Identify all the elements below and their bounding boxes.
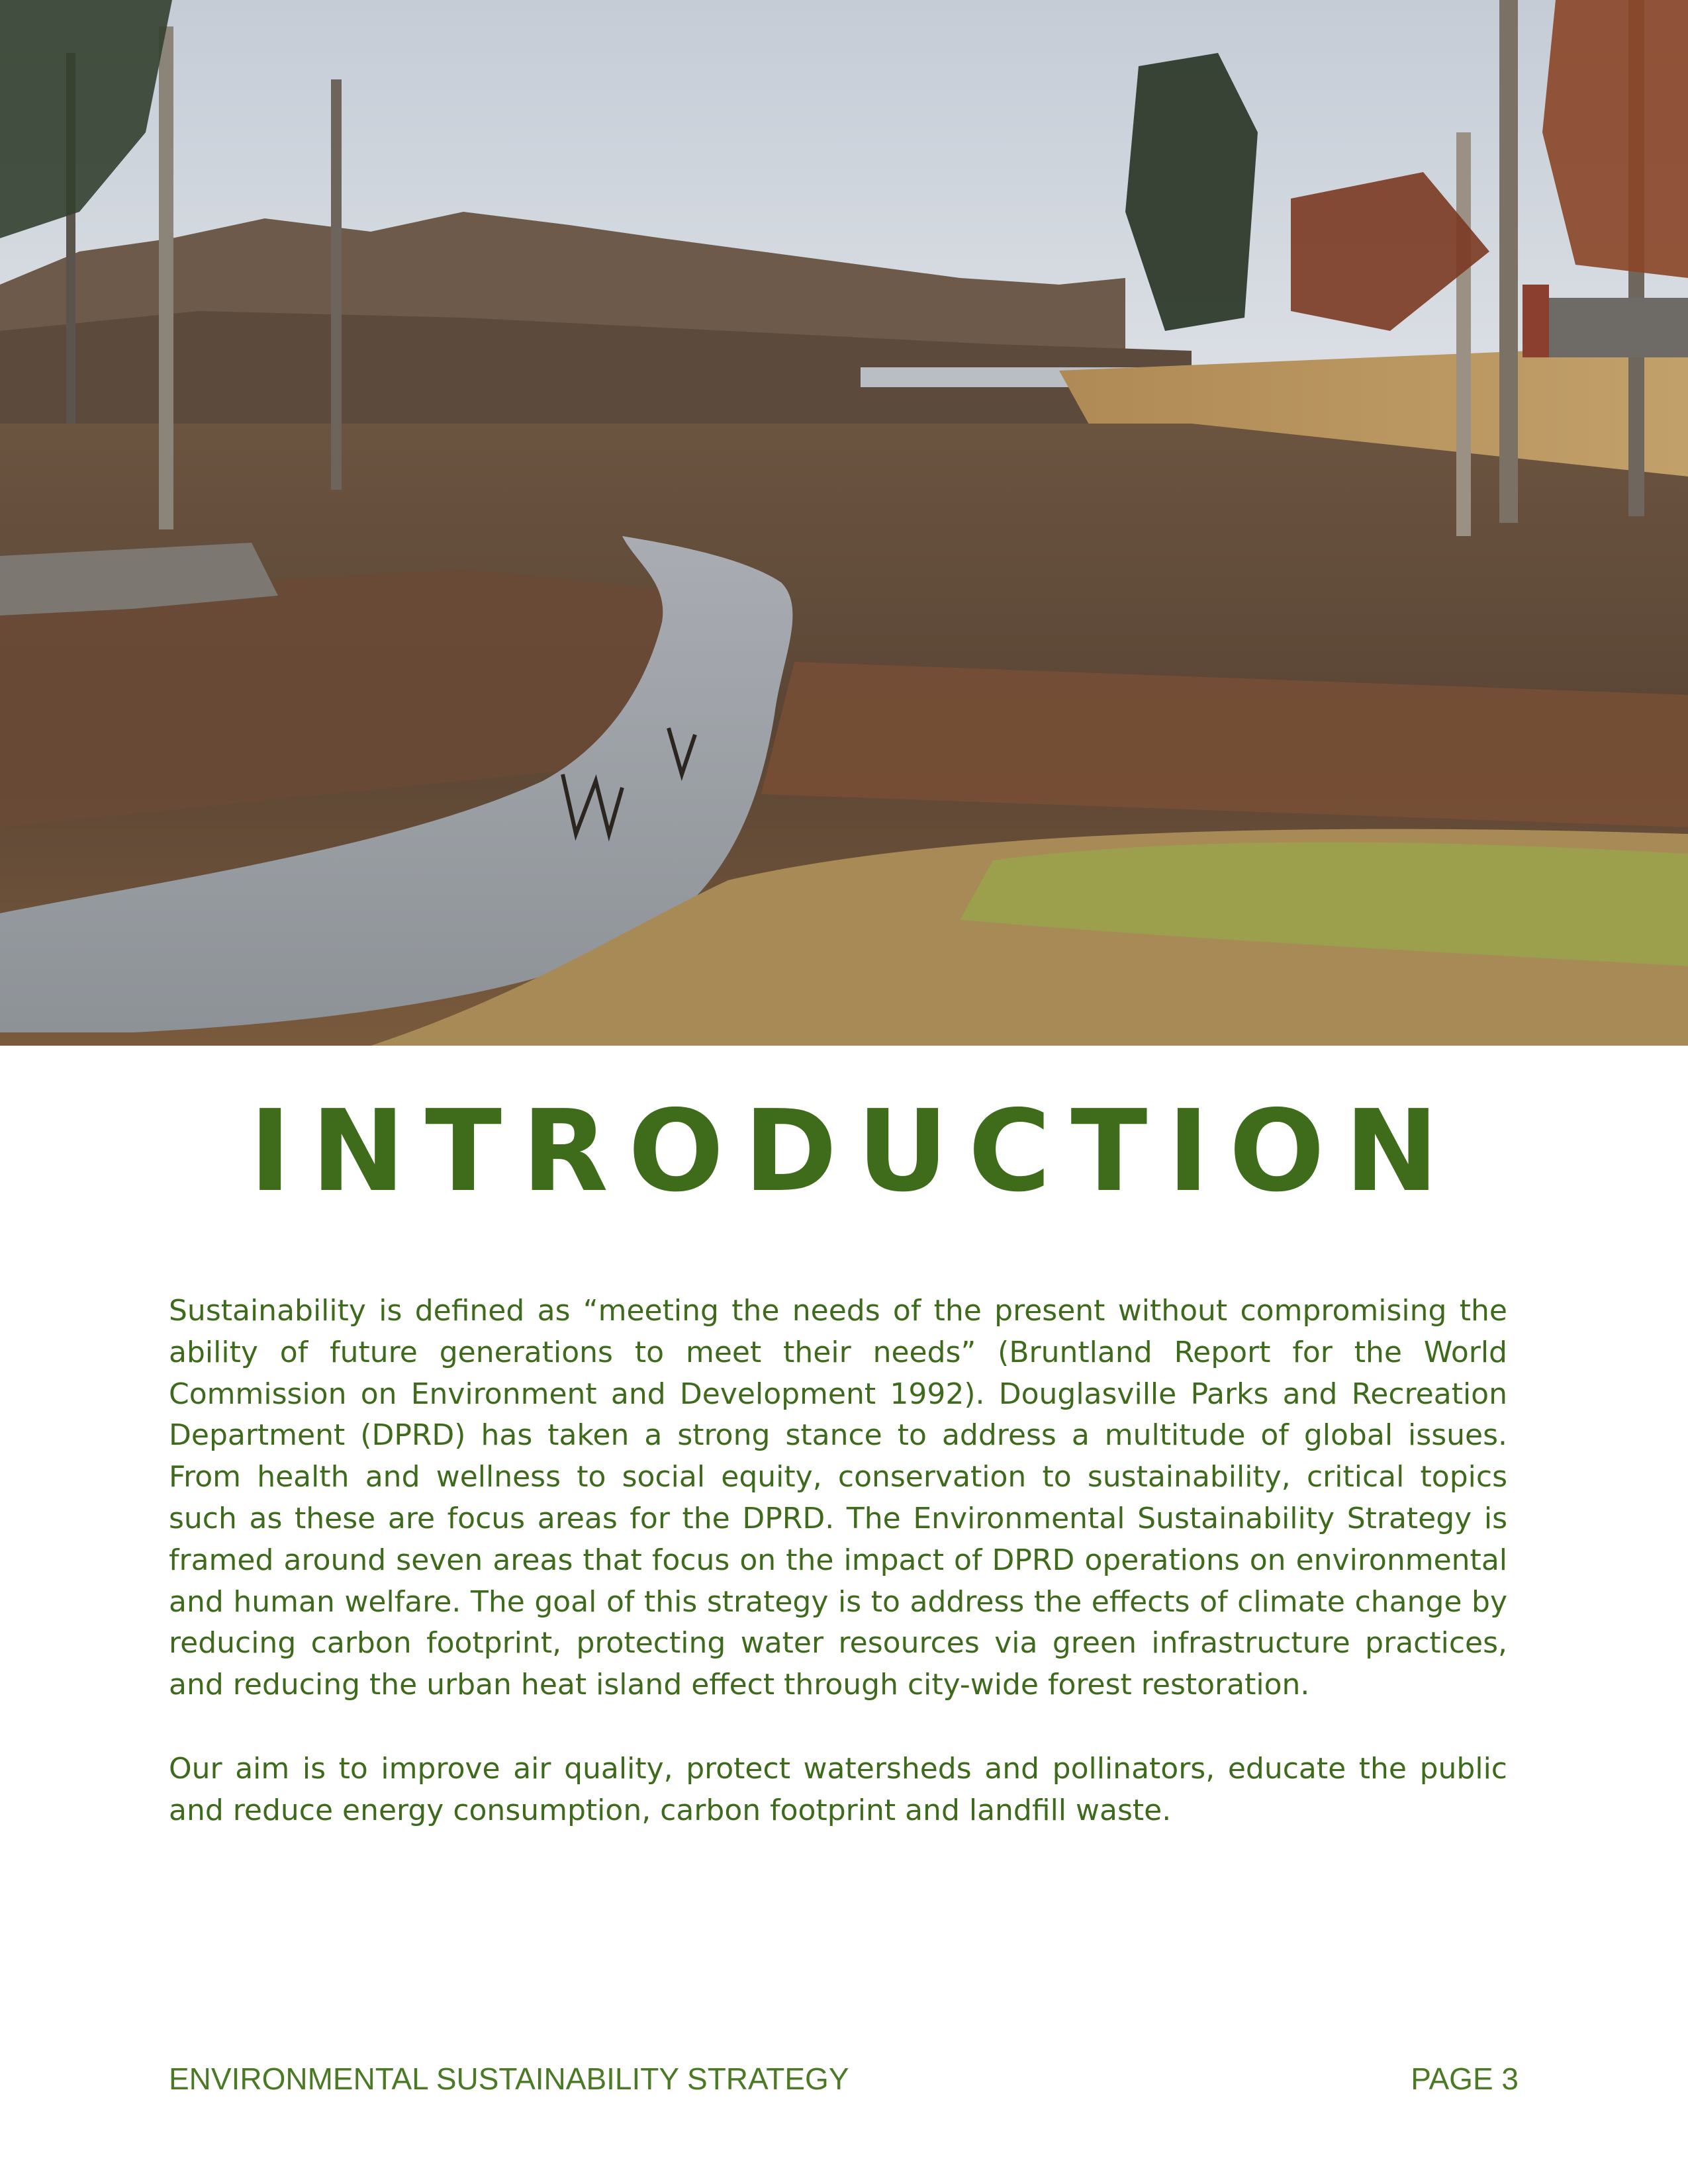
page-title: INTRODUCTION xyxy=(249,1086,1459,1217)
park-wetland-photo xyxy=(0,0,1688,1046)
footer-document-title: ENVIRONMENTAL SUSTAINABILITY STRATEGY xyxy=(169,2062,849,2096)
intro-paragraph: Sustainability is defined as “meeting the needs of the present without compromising the ability of future generations to meet their needs” (Bruntland Report for the World Commission on Environment and Development 1992). Douglasville Parks and Recreation Department (DPRD) has taken a strong stance to address a multitude of global issues. From health and wellness to social equity, conservation to sustainability, critical topics such as these are focus areas for the DPRD. The Environmental Sustainability Strategy is framed around seven areas that focus on the impact of DPRD operations on environmental and human welfare. The goal of this strategy is to address the effects of climate change by reducing carbon footprint, protecting water resources via green infrastructure practices, and reducing the urban heat island effect through city-wide forest restoration. xyxy=(169,1294,1507,1702)
hero-photo xyxy=(0,0,1688,1046)
body-text xyxy=(169,1291,1507,1874)
footer-page-number: PAGE 3 xyxy=(1411,2062,1519,2096)
aim-paragraph: Our aim is to improve air quality, protect watersheds and pollinators, educate the public and reduce energy consumption, carbon footprint and landfill waste. xyxy=(169,1751,1507,1827)
